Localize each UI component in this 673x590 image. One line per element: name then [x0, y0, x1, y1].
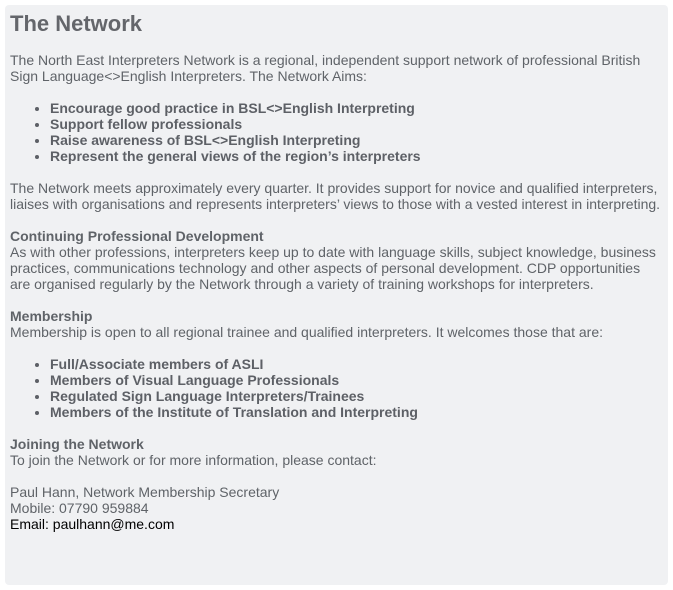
joining-heading: Joining the Network — [10, 436, 144, 452]
joining-text: To join the Network or for more information, please contact: — [10, 452, 377, 468]
list-item: • Raise awareness of BSL<>English Interpreting — [50, 132, 663, 148]
content-panel — [5, 5, 668, 585]
membership-heading: Membership — [10, 308, 93, 324]
contact-mobile: Mobile: 07790 959884 — [10, 500, 149, 516]
list-item: • Encourage good practice in BSL<>English Interpreting — [50, 100, 663, 116]
list-item: • Members of Visual Language Professionals — [50, 372, 663, 388]
list-item: • Support fellow professionals — [50, 116, 663, 132]
contact-name: Paul Hann, Network Membership Secretary — [10, 484, 280, 500]
list-item: • Members of the Institute of Translation and Interpreting — [50, 404, 663, 420]
joining-section — [10, 436, 663, 468]
list-item: • Regulated Sign Language Interpreters/Trainees — [50, 388, 663, 404]
membership-text: Membership is open to all regional trainee and qualified interpreters. It welcomes those that are: — [10, 324, 603, 340]
intro-paragraph: The North East Interpreters Network is a regional, independent support network of professional British Sign Language<>English Interpreters. The Network Aims: — [10, 52, 641, 84]
cpd-text: As with other professions, interpreters keep up to date with language skills, subject knowledge, business practices, communications technology and other aspects of personal development. CDP opportunities are organised regularly by the Network through a variety of training workshops for interpreters. — [10, 244, 656, 292]
list-item: • Full/Associate members of ASLI — [50, 356, 663, 372]
cpd-section — [10, 228, 663, 292]
membership-list — [10, 356, 663, 420]
contact-email[interactable]: Email: paulhann@me.com — [10, 516, 175, 532]
aims-list — [10, 100, 663, 164]
contact-block — [10, 484, 663, 532]
cpd-heading: Continuing Professional Development — [10, 228, 264, 244]
meetings-paragraph: The Network meets approximately every quarter. It provides support for novice and qualified interpreters, liaises with organisations and represents interpreters’ views to those with a vested interest in interpreting. — [10, 180, 661, 212]
list-item: • Represent the general views of the region’s interpreters — [50, 148, 663, 164]
membership-section — [10, 308, 663, 340]
page-title: The Network — [10, 11, 143, 36]
